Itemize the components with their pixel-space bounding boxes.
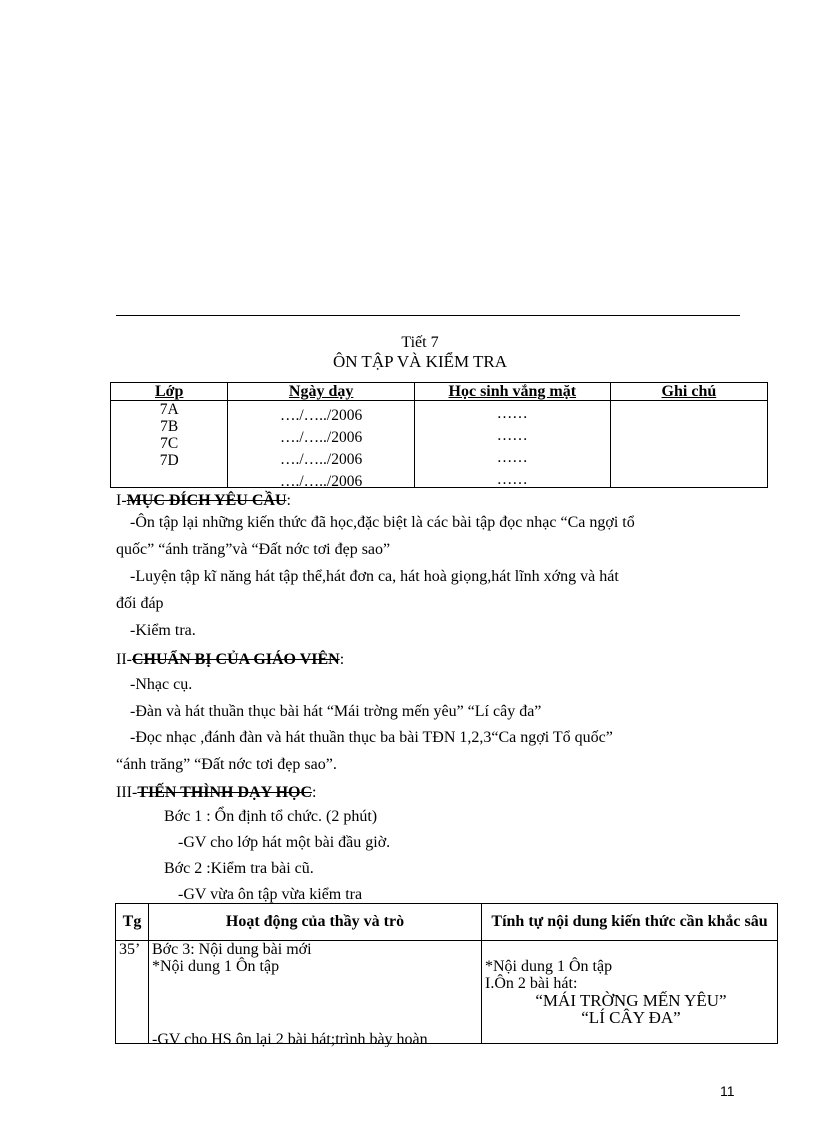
class-cell: 7A [159, 401, 179, 418]
date-column [228, 401, 414, 488]
absent-cell: …… [496, 427, 528, 444]
section1-text: -Ôn tập lại những kiến thức đã học,đặc biệt là các bài tập đọc nhạc “Ca ngợi tổ [130, 514, 635, 531]
step-1-detail: -GV cho lớp hát một bài đầu giờ. [178, 834, 391, 851]
class-cell: 7C [160, 435, 179, 452]
date-cell: …./…../2006 [280, 407, 363, 424]
section-title: TIẾN THÌNH DẠY HỌC [137, 784, 313, 801]
step-1: Bớc 1 : Ổn định tổ chức. (2 phút) [164, 808, 378, 825]
date-cell: …./…../2006 [280, 429, 363, 446]
section2-text: -Đọc nhạc ,đánh đàn và hát thuần thục ba bài TĐN 1,2,3“Ca ngợi Tổ quốc” [130, 729, 613, 746]
section1-text: đối đáp [116, 595, 164, 612]
section2-text: -Đàn và hát thuần thục bài hát “Mái trờng mến yêu” “Lí cây đa” [130, 703, 542, 720]
activity-line: Bớc 3: Nội dung bài mới [152, 941, 312, 958]
section1-heading [116, 492, 291, 510]
content-song-title: “MÁI TRỜNG MẾN YÊU” [535, 991, 727, 1010]
absent-cell: …… [496, 449, 528, 466]
top-rule [116, 315, 740, 316]
section-number: I- [116, 492, 127, 509]
class-cell: 7B [160, 418, 179, 435]
section2-text: -Nhạc cụ. [130, 676, 193, 693]
section2-text: “ánh trăng” “Đất nớc tơi đẹp sao”. [116, 756, 337, 773]
content-line: I.Ôn 2 bài hát: [485, 975, 578, 992]
header-content: Tính tự nội dung kiến thức cần khắc sâu [482, 904, 778, 941]
step-2-detail: -GV vừa ôn tập vừa kiểm tra [178, 886, 363, 903]
content-line: *Nội dung 1 Ôn tập [485, 958, 613, 975]
section1-text: -Kiểm tra. [130, 622, 196, 639]
header-activity: Hoạt động của thầy và trò [149, 904, 482, 941]
header-note: Ghi chú [610, 383, 767, 401]
page-title: ÔN TẬP VÀ KIỂM TRA [332, 352, 508, 371]
section2-heading [116, 651, 344, 669]
absent-cell: …… [496, 405, 528, 422]
step-2: Bớc 2 :Kiểm tra bài cũ. [164, 860, 314, 877]
page-number: 11 [720, 1083, 735, 1099]
section-colon: : [312, 784, 317, 801]
section-number: II- [116, 651, 132, 668]
section1-text: -Luyện tập kĩ năng hát tập thể,hát đơn ca, hát hoà giọng,hát lĩnh xớng và hát [130, 568, 619, 585]
class-cell: 7D [159, 452, 179, 469]
time-cell: 35’ [116, 941, 149, 1044]
lesson-number: Tiết 7 [401, 334, 439, 351]
section-colon: : [286, 492, 291, 509]
section1-text: quốc” “ánh trăng”và “Đất nớc tơi đẹp sao” [116, 541, 391, 558]
activity-cell [149, 941, 482, 1047]
date-cell: …./…../2006 [280, 473, 363, 487]
content-song-title: “LÍ CÂY ĐA” [581, 1008, 681, 1027]
section-title: MỤC ĐÍCH YÊU CẦU [126, 492, 287, 509]
note-column [610, 401, 767, 488]
activity-line: *Nội dung 1 Ôn tập [152, 958, 280, 975]
section3-heading [116, 784, 316, 802]
header-time: Tg [116, 904, 149, 941]
content-cell [482, 941, 778, 1044]
header-absent: Học sinh vắng mặt [414, 383, 610, 401]
header-class: Lớp [111, 383, 228, 401]
section-colon: : [339, 651, 345, 668]
activity-line: -GV cho HS ôn lại 2 bài hát;trình bày hoàn [152, 1031, 428, 1047]
lesson-table [115, 903, 778, 1047]
attendance-table [110, 382, 768, 488]
class-column [111, 401, 228, 488]
section-number: III- [116, 784, 138, 801]
absent-cell: …… [496, 471, 528, 487]
header-date: Ngày dạy [228, 383, 414, 401]
section-title: CHUẨN BỊ CỦA GIÁO VIÊN [131, 651, 340, 668]
date-cell: …./…../2006 [280, 451, 363, 468]
absent-column [414, 401, 610, 488]
